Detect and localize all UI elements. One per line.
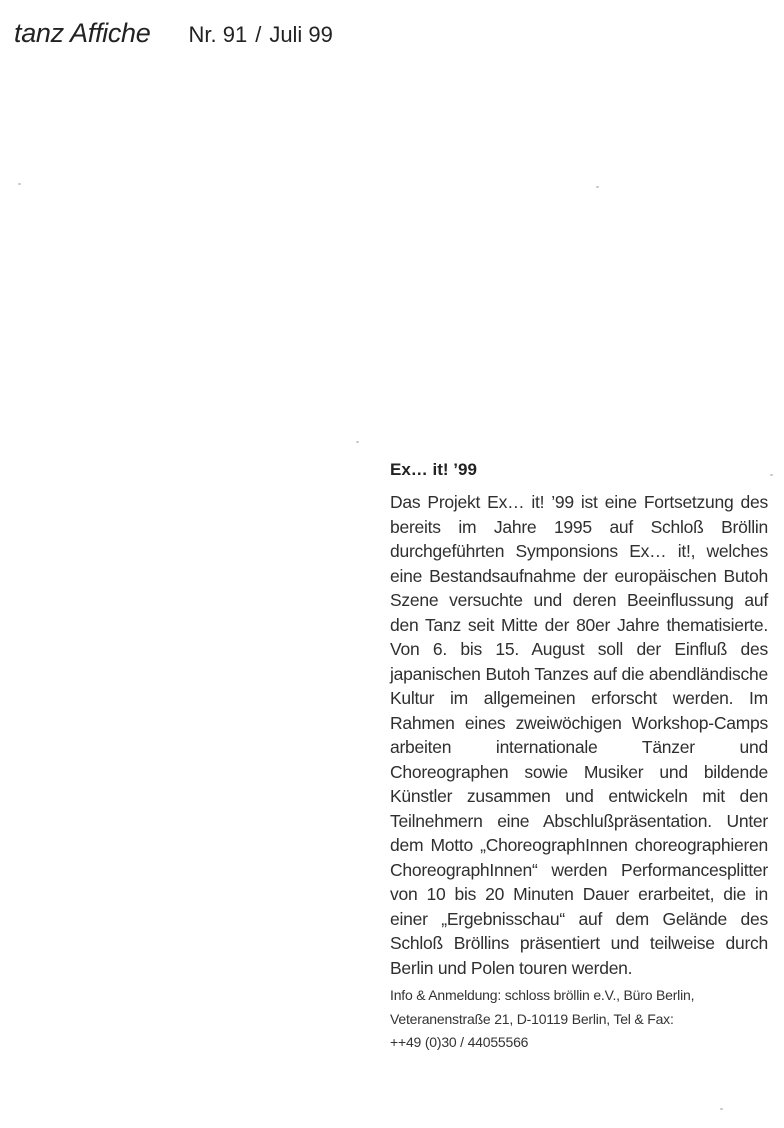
article-body: Das Projekt Ex… it! ’99 ist eine Fortsetzung des bereits im Jahre 1995 auf Schloß Bröllin durchgeführten Symponsions Ex… it!, welches eine Bestandsaufnahme der europäischen Butoh Szene versuchte und deren Beeinflussung auf den Tanz seit Mitte der 80er Jahre thematisierte. Von 6. bis 15. August soll der Einfluß des japanischen Butoh Tanzes auf die abendländische Kultur im allgemeinen erforscht werden. Im Rahmen eines zweiwöchigen Workshop-Camps arbeiten internationale Tänzer und Choreographen sowie Musiker und bildende Künstler zusammen und entwickeln mit den Teilnehmern eine Abschlußpräsentation. Unter dem Motto „ChoreographInnen choreographieren ChoreographInnen“ werden Performancesplitter von 10 bis 20 Minuten Dauer erarbeitet, die in einer „Ergebnisschau“ auf dem Gelände des Schloß Bröllins präsentiert und teilweise durch Berlin und Polen touren werden. <box>390 492 768 978</box>
magazine-title: tanz Affiche <box>14 18 151 48</box>
info-line-phone: ++49 (0)30 / 44055566 <box>390 1034 529 1050</box>
issue-number: Nr. 91 <box>188 22 248 47</box>
issue-date: Juli 99 <box>269 22 333 47</box>
info-line-contact: Info & Anmeldung: schloss bröllin e.V., Büro Berlin, <box>390 987 695 1003</box>
article-info <box>390 984 768 1055</box>
page-header <box>14 18 333 58</box>
scan-speck <box>356 441 359 443</box>
article <box>390 456 768 1055</box>
scan-speck <box>770 474 773 476</box>
article-title: Ex… it! ’99 <box>390 460 477 479</box>
info-line-address: Veteranenstraße 21, D-10119 Berlin, Tel & Fax: <box>390 1010 674 1027</box>
scan-speck <box>596 186 599 188</box>
scan-speck <box>18 183 21 185</box>
issue-separator: / <box>255 22 262 47</box>
scan-speck <box>720 1108 723 1110</box>
